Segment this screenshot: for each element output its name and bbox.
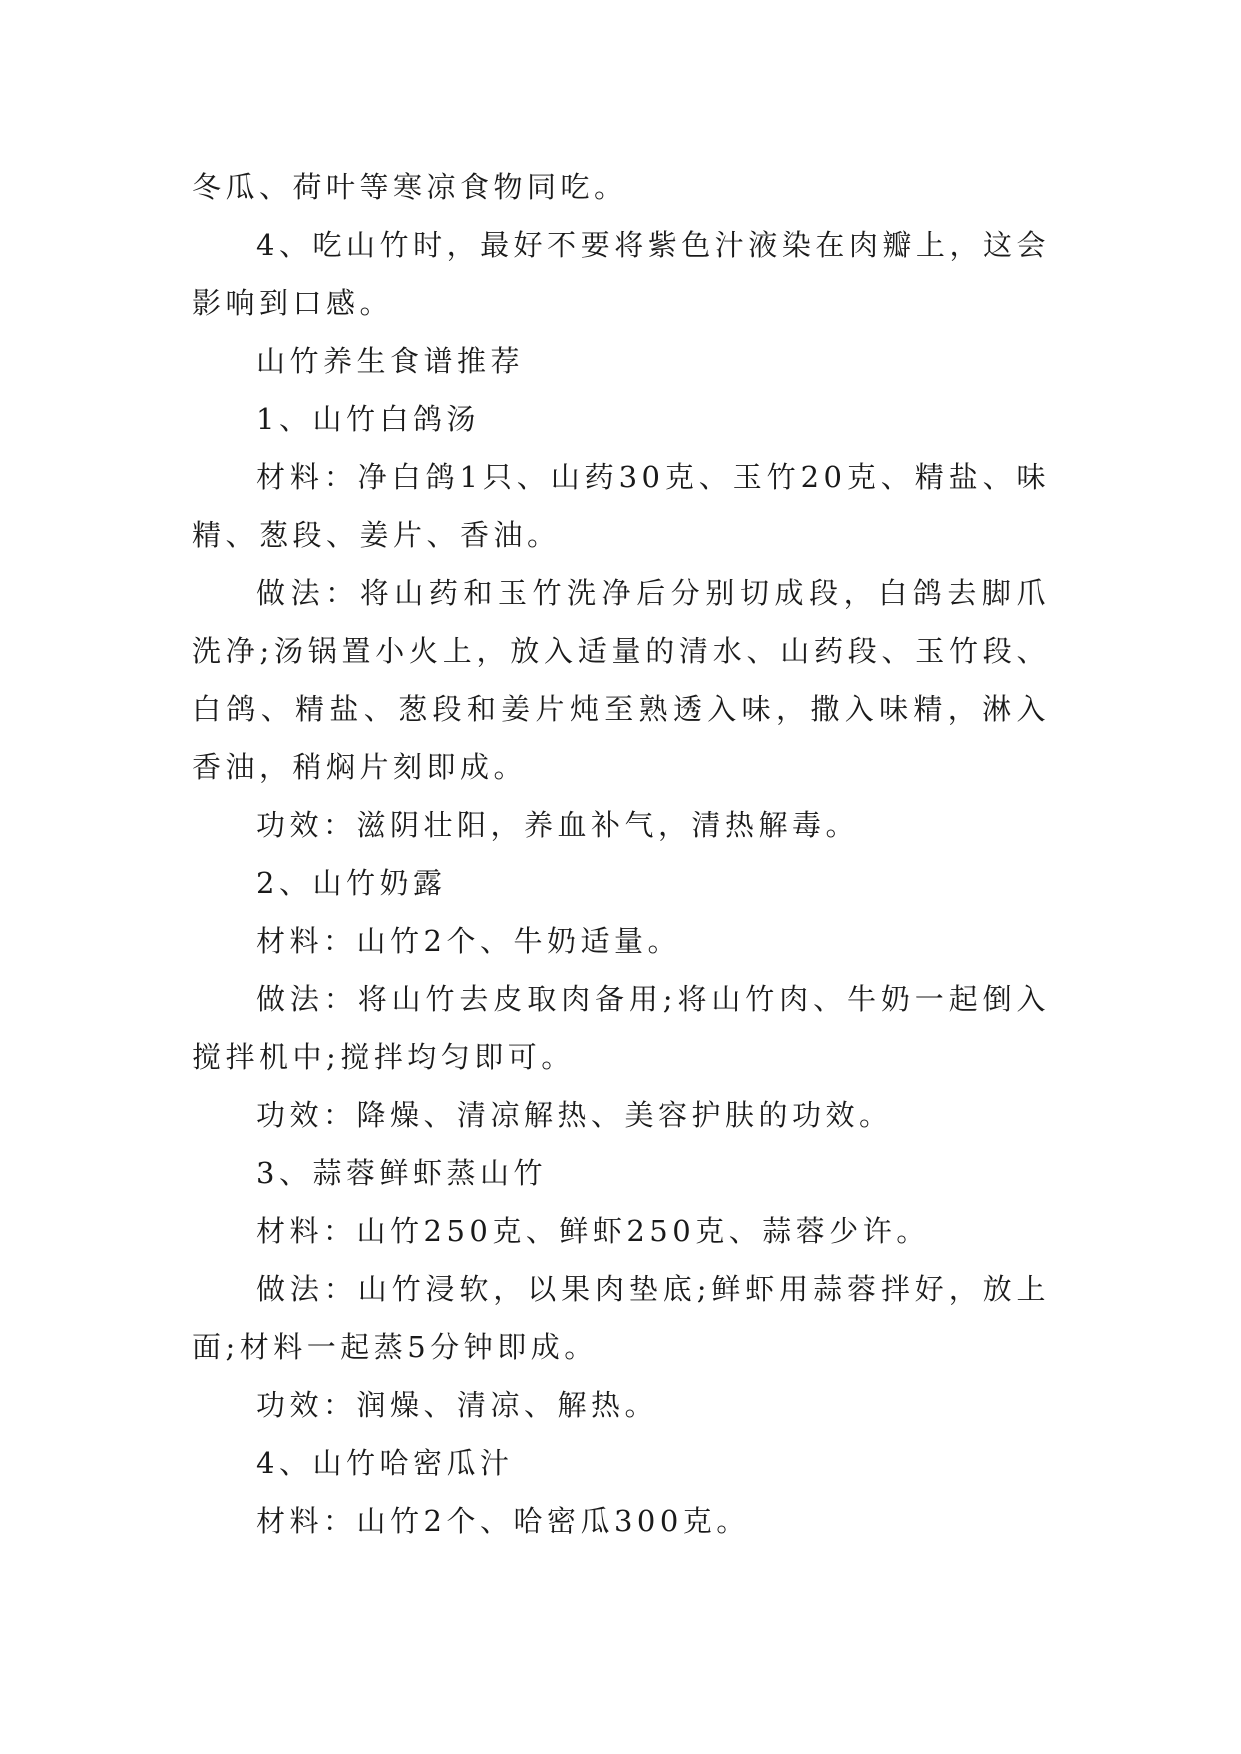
paragraph: 冬瓜、荷叶等寒凉食物同吃。 — [192, 170, 628, 204]
section-heading: 山竹养生食谱推荐 — [256, 344, 525, 378]
document-body — [192, 158, 1050, 1550]
recipe-effect: 功效：降燥、清凉解热、美容护肤的功效。 — [256, 1098, 893, 1132]
recipe-title: 3、蒜蓉鲜虾蒸山竹 — [256, 1156, 547, 1190]
recipe-ingredients: 材料：山竹2个、牛奶适量。 — [256, 924, 681, 958]
recipe-ingredients: 材料：山竹2个、哈密瓜300克。 — [256, 1504, 750, 1538]
recipe-effect: 功效：滋阴壮阳，养血补气，清热解毒。 — [256, 808, 860, 842]
recipe-ingredients: 材料：山竹250克、鲜虾250克、蒜蓉少许。 — [256, 1214, 930, 1248]
paragraph: 4、吃山竹时，最好不要将紫色汁液染在肉瓣上，这会影响到口感。 — [192, 228, 1050, 320]
recipe-method: 做法：将山竹去皮取肉备用;将山竹肉、牛奶一起倒入搅拌机中;搅拌均匀即可。 — [192, 982, 1050, 1074]
recipe-ingredients: 材料：净白鸽1只、山药30克、玉竹20克、精盐、味精、葱段、姜片、香油。 — [192, 460, 1050, 552]
recipe-title: 2、山竹奶露 — [256, 866, 447, 900]
recipe-title: 4、山竹哈密瓜汁 — [256, 1446, 514, 1480]
recipe-method: 做法：将山药和玉竹洗净后分别切成段，白鸽去脚爪洗净;汤锅置小火上，放入适量的清水、山药段、玉竹段、白鸽、精盐、葱段和姜片炖至熟透入味，撒入味精，淋入香油，稍焖片刻即成。 — [192, 576, 1050, 784]
recipe-method: 做法：山竹浸软，以果肉垫底;鲜虾用蒜蓉拌好，放上面;材料一起蒸5分钟即成。 — [192, 1272, 1050, 1364]
recipe-effect: 功效：润燥、清凉、解热。 — [256, 1388, 659, 1422]
recipe-title: 1、山竹白鸽汤 — [256, 402, 480, 436]
